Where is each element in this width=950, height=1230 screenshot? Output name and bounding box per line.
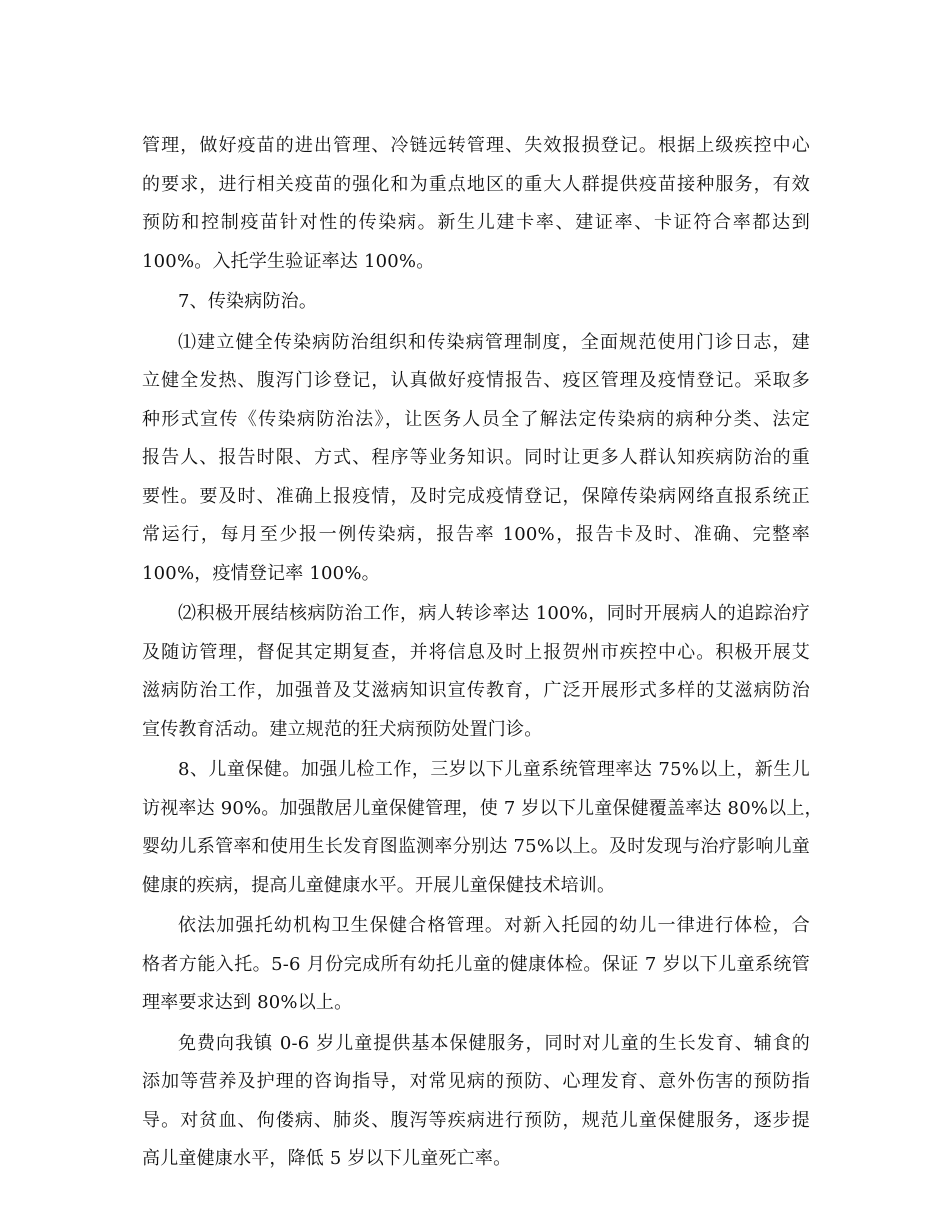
text-line: 免费向我镇 0-6 岁儿童提供基本保健服务，同时对儿童的生长发育、辅食的 [178,1032,810,1054]
text-line: 8、儿童保健。加强儿检工作，三岁以下儿童系统管理率达 75%以上，新生儿 [178,759,810,780]
text-line: ⑴建立健全传染病防治组织和传染病管理制度，全面规范使用门诊日志，建 [178,331,810,353]
text-line: ⑵积极开展结核病防治工作，病人转诊率达 100%，同时开展病人的追踪治疗 [178,603,810,624]
text-line: 种形式宣传《传染病防治法》，让医务人员全了解法定传染病的病种分类、法定 [142,408,810,430]
text-line: 预防和控制疫苗针对性的传染病。新生儿建卡率、建证率、卡证符合率都达到 [142,212,810,233]
document-page [142,127,823,1179]
text-line: 导。对贫血、佝偻病、肺炎、腹泻等疾病进行预防，规范儿童保健服务，逐步提 [142,1109,810,1131]
text-line: 立健全发热、腹泻门诊登记，认真做好疫情报告、疫区管理及疫情登记。采取多 [142,370,810,391]
text-line: 及随访管理，督促其定期复查，并将信息及时上报贺州市疾控中心。积极开展艾 [142,641,810,663]
text-line: 100%。入托学生验证率达 100%。 [142,250,435,272]
text-line: 要性。要及时、准确上报疫情，及时完成疫情登记，保障传染病网络直报系统正 [142,485,810,507]
text-line: 理率要求达到 80%以上。 [142,992,353,1013]
text-line: 滋病防治工作，加强普及艾滋病知识宣传教育，广泛开展形式多样的艾滋病防治 [142,680,810,701]
text-line: 100%，疫情登记率 100%。 [142,562,380,584]
text-line: 格者方能入托。5-6 月份完成所有幼托儿童的健康体检。保证 7 岁以下儿童系统管 [142,953,810,975]
text-line: 高儿童健康水平，降低 5 岁以下儿童死亡率。 [142,1148,512,1169]
text-line: 婴幼儿系管率和使用生长发育图监测率分别达 75%以上。及时发现与治疗影响儿童 [142,836,810,857]
text-line: 7、传染病防治。 [178,291,318,312]
text-line: 的要求，进行相关疫苗的强化和为重点地区的重大人群提供疫苗接种服务，有效 [142,173,810,195]
text-line: 常运行，每月至少报一例传染病，报告率 100%，报告卡及时、准确、完整率 [142,524,810,545]
text-line: 报告人、报告时限、方式、程序等业务知识。同时让更多人群认知疾病防治的重 [142,447,810,468]
text-line: 添加等营养及护理的咨询指导，对常见病的预防、心理发育、意外伤害的预防指 [142,1071,810,1092]
text-line: 健康的疾病，提高儿童健康水平。开展儿童保健技术培训。 [142,874,616,896]
text-line: 依法加强托幼机构卫生保健合格管理。对新入托园的幼儿一律进行体检，合 [178,915,810,936]
text-line: 管理，做好疫苗的进出管理、冷链远转管理、失效报损登记。根据上级疾控中心 [142,135,810,156]
text-line: 宣传教育活动。建立规范的狂犬病预防处置门诊。 [142,718,543,740]
text-line: 访视率达 90%。加强散居儿童保健管理，使 7 岁以下儿童保健覆盖率达 80%以上， [142,797,823,819]
